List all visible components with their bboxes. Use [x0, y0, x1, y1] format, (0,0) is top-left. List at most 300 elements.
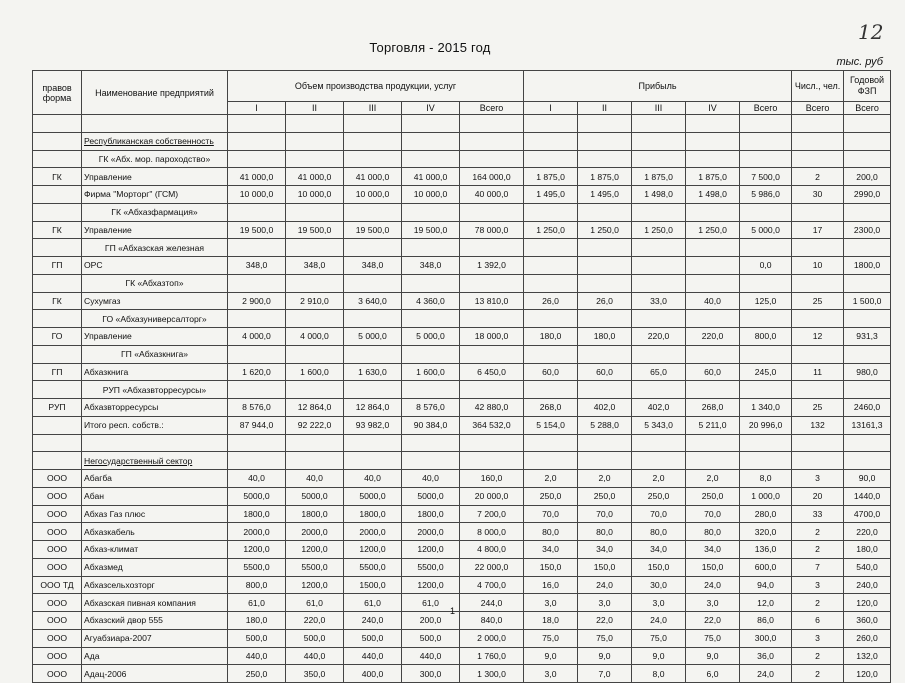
- value-cell: 80,0: [578, 523, 632, 541]
- enterprise-name-cell: Абхазсельхозторг: [82, 576, 228, 594]
- group-title: ГК «Абх. мор. пароходство»: [82, 150, 228, 168]
- value-cell: 260,0: [844, 629, 891, 647]
- value-cell: 2: [792, 665, 844, 683]
- empty-cell: [792, 434, 844, 452]
- enterprise-name-cell: Ада: [82, 647, 228, 665]
- empty-cell: [286, 310, 344, 328]
- value-cell: 5500,0: [286, 558, 344, 576]
- value-cell: 5000,0: [286, 487, 344, 505]
- empty-cell: [286, 345, 344, 363]
- legal-form-cell: ГК: [33, 168, 82, 186]
- value-cell: 9,0: [578, 647, 632, 665]
- value-cell: 40,0: [344, 470, 402, 488]
- value-cell: 440,0: [286, 647, 344, 665]
- empty-cell: [33, 115, 82, 133]
- value-cell: 42 880,0: [460, 399, 524, 417]
- subheader-cell: IV: [402, 102, 460, 115]
- value-cell: 1200,0: [286, 541, 344, 559]
- value-cell: 33,0: [632, 292, 686, 310]
- value-cell: 36,0: [740, 647, 792, 665]
- value-cell: 7 200,0: [460, 505, 524, 523]
- empty-cell: [228, 150, 286, 168]
- value-cell: 125,0: [740, 292, 792, 310]
- value-cell: 250,0: [686, 487, 740, 505]
- table-row: [33, 558, 891, 576]
- legal-form-cell: ООО ТД: [33, 576, 82, 594]
- value-cell: 1800,0: [286, 505, 344, 523]
- empty-cell: [344, 115, 402, 133]
- empty-cell: [578, 115, 632, 133]
- value-cell: 1440,0: [844, 487, 891, 505]
- value-cell: 20 000,0: [460, 487, 524, 505]
- value-cell: 348,0: [344, 257, 402, 275]
- empty-cell: [524, 239, 578, 257]
- empty-cell: [792, 381, 844, 399]
- enterprise-name-cell: Абан: [82, 487, 228, 505]
- value-cell: 500,0: [402, 629, 460, 647]
- legal-form-cell: ООО: [33, 594, 82, 612]
- value-cell: 60,0: [686, 363, 740, 381]
- empty-cell: [792, 150, 844, 168]
- empty-cell: [792, 345, 844, 363]
- value-cell: 10 000,0: [286, 186, 344, 204]
- empty-cell: [228, 203, 286, 221]
- section-title: Негосударственный сектор: [82, 452, 228, 470]
- empty-cell: [460, 115, 524, 133]
- value-cell: 4 000,0: [286, 328, 344, 346]
- value-cell: 3: [792, 470, 844, 488]
- enterprise-name-cell: Агуабзиара-2007: [82, 629, 228, 647]
- empty-cell: [524, 274, 578, 292]
- empty-cell: [740, 239, 792, 257]
- value-cell: 240,0: [844, 576, 891, 594]
- value-cell: 80,0: [524, 523, 578, 541]
- value-cell: 2,0: [578, 470, 632, 488]
- value-cell: 12 864,0: [286, 399, 344, 417]
- value-cell: 150,0: [524, 558, 578, 576]
- empty-cell: [344, 132, 402, 150]
- value-cell: 1 875,0: [686, 168, 740, 186]
- empty-cell: [792, 203, 844, 221]
- value-cell: 3,0: [578, 594, 632, 612]
- value-cell: 540,0: [844, 558, 891, 576]
- empty-cell: [460, 239, 524, 257]
- value-cell: 80,0: [632, 523, 686, 541]
- empty-cell: [402, 452, 460, 470]
- value-cell: 180,0: [844, 541, 891, 559]
- empty-cell: [632, 381, 686, 399]
- value-cell: 7 500,0: [740, 168, 792, 186]
- value-cell: 1200,0: [286, 576, 344, 594]
- enterprise-name-cell: Абхазская пивная компания: [82, 594, 228, 612]
- value-cell: 931,3: [844, 328, 891, 346]
- value-cell: 1 875,0: [524, 168, 578, 186]
- value-cell: 3: [792, 629, 844, 647]
- header-profit: Прибыль: [524, 71, 792, 102]
- header-wage-fund: Годовой ФЗП: [844, 71, 891, 102]
- empty-cell: [578, 434, 632, 452]
- table-row: [33, 487, 891, 505]
- value-cell: 8,0: [632, 665, 686, 683]
- value-cell: 5 000,0: [344, 328, 402, 346]
- group-row: [33, 203, 891, 221]
- empty-cell: [228, 274, 286, 292]
- value-cell: 180,0: [524, 328, 578, 346]
- value-cell: 280,0: [740, 505, 792, 523]
- subheader-cell: Всего: [844, 102, 891, 115]
- empty-cell: [82, 115, 228, 133]
- value-cell: 6,0: [686, 665, 740, 683]
- value-cell: 10 000,0: [228, 186, 286, 204]
- value-cell: 41 000,0: [402, 168, 460, 186]
- value-cell: 5000,0: [344, 487, 402, 505]
- value-cell: 34,0: [632, 541, 686, 559]
- value-cell: 8 576,0: [228, 399, 286, 417]
- empty-cell: [33, 150, 82, 168]
- empty-cell: [844, 381, 891, 399]
- value-cell: [632, 257, 686, 275]
- empty-cell: [286, 115, 344, 133]
- empty-cell: [578, 203, 632, 221]
- value-cell: 10 000,0: [402, 186, 460, 204]
- value-cell: 4 800,0: [460, 541, 524, 559]
- group-title: ГП «Абхазкнига»: [82, 345, 228, 363]
- value-cell: 9,0: [524, 647, 578, 665]
- value-cell: 1 620,0: [228, 363, 286, 381]
- value-cell: [524, 257, 578, 275]
- value-cell: 93 982,0: [344, 416, 402, 434]
- empty-cell: [632, 274, 686, 292]
- value-cell: 6: [792, 612, 844, 630]
- value-cell: 40 000,0: [460, 186, 524, 204]
- empty-cell: [402, 132, 460, 150]
- empty-cell: [228, 115, 286, 133]
- group-row: [33, 345, 891, 363]
- value-cell: 220,0: [844, 523, 891, 541]
- value-cell: 2: [792, 594, 844, 612]
- group-title: ГК «Абхазфармация»: [82, 203, 228, 221]
- value-cell: 5500,0: [344, 558, 402, 576]
- empty-cell: [740, 381, 792, 399]
- empty-cell: [344, 310, 402, 328]
- empty-cell: [344, 381, 402, 399]
- value-cell: 1800,0: [228, 505, 286, 523]
- empty-cell: [524, 452, 578, 470]
- value-cell: [686, 257, 740, 275]
- subheader-cell: II: [578, 102, 632, 115]
- empty-cell: [578, 381, 632, 399]
- value-cell: 2,0: [632, 470, 686, 488]
- value-cell: 200,0: [402, 612, 460, 630]
- value-cell: 1200,0: [228, 541, 286, 559]
- legal-form-cell: ООО: [33, 665, 82, 683]
- group-title: РУП «Абхазвторресурсы»: [82, 381, 228, 399]
- value-cell: 1 500,0: [844, 292, 891, 310]
- enterprise-name-cell: Адац-2006: [82, 665, 228, 683]
- enterprise-name-cell: Абхазкабель: [82, 523, 228, 541]
- empty-cell: [402, 434, 460, 452]
- enterprise-name-cell: Управление: [82, 168, 228, 186]
- empty-cell: [792, 310, 844, 328]
- handwritten-page-number: 12: [858, 20, 884, 44]
- subheader-cell: Всего: [740, 102, 792, 115]
- empty-cell: [686, 381, 740, 399]
- value-cell: 1 495,0: [578, 186, 632, 204]
- empty-cell: [344, 434, 402, 452]
- empty-cell: [228, 239, 286, 257]
- group-title: ГП «Абхазская железная: [82, 239, 228, 257]
- value-cell: 22,0: [578, 612, 632, 630]
- value-cell: 250,0: [524, 487, 578, 505]
- empty-cell: [460, 274, 524, 292]
- section-row: [33, 132, 891, 150]
- empty-cell: [33, 239, 82, 257]
- empty-cell: [686, 274, 740, 292]
- empty-cell: [844, 239, 891, 257]
- value-cell: 75,0: [686, 629, 740, 647]
- value-cell: 2990,0: [844, 186, 891, 204]
- empty-cell: [82, 434, 228, 452]
- section-row: [33, 452, 891, 470]
- value-cell: 26,0: [524, 292, 578, 310]
- value-cell: 6 450,0: [460, 363, 524, 381]
- value-cell: 1 000,0: [740, 487, 792, 505]
- empty-cell: [460, 132, 524, 150]
- empty-cell: [740, 115, 792, 133]
- value-cell: 94,0: [740, 576, 792, 594]
- value-cell: 33: [792, 505, 844, 523]
- empty-cell: [344, 452, 402, 470]
- empty-cell: [460, 310, 524, 328]
- empty-cell: [524, 345, 578, 363]
- value-cell: 1 392,0: [460, 257, 524, 275]
- value-cell: 440,0: [402, 647, 460, 665]
- empty-cell: [344, 274, 402, 292]
- empty-cell: [228, 132, 286, 150]
- empty-cell: [286, 239, 344, 257]
- table-row: [33, 576, 891, 594]
- value-cell: 70,0: [686, 505, 740, 523]
- empty-cell: [578, 452, 632, 470]
- value-cell: 500,0: [344, 629, 402, 647]
- subheader-cell: II: [286, 102, 344, 115]
- value-cell: 7,0: [578, 665, 632, 683]
- value-cell: 402,0: [632, 399, 686, 417]
- empty-cell: [286, 381, 344, 399]
- value-cell: 300,0: [740, 629, 792, 647]
- value-cell: 30,0: [632, 576, 686, 594]
- table-row: [33, 665, 891, 683]
- empty-cell: [686, 310, 740, 328]
- value-cell: 348,0: [402, 257, 460, 275]
- empty-cell: [844, 274, 891, 292]
- value-cell: 2,0: [524, 470, 578, 488]
- value-cell: 16,0: [524, 576, 578, 594]
- value-cell: 0,0: [740, 257, 792, 275]
- legal-form-cell: ООО: [33, 541, 82, 559]
- value-cell: 5 986,0: [740, 186, 792, 204]
- trade-table: [32, 70, 891, 683]
- value-cell: 300,0: [402, 665, 460, 683]
- legal-form-cell: ГК: [33, 221, 82, 239]
- value-cell: 40,0: [286, 470, 344, 488]
- empty-cell: [740, 452, 792, 470]
- subheader-cell: III: [632, 102, 686, 115]
- empty-cell: [286, 434, 344, 452]
- value-cell: 348,0: [286, 257, 344, 275]
- total-row: [33, 416, 891, 434]
- value-cell: 60,0: [578, 363, 632, 381]
- value-cell: 220,0: [632, 328, 686, 346]
- empty-cell: [33, 434, 82, 452]
- value-cell: 1 250,0: [578, 221, 632, 239]
- empty-cell: [286, 132, 344, 150]
- legal-form-cell: [33, 186, 82, 204]
- value-cell: 800,0: [228, 576, 286, 594]
- value-cell: 61,0: [344, 594, 402, 612]
- subheader-cell: III: [344, 102, 402, 115]
- value-cell: 17: [792, 221, 844, 239]
- value-cell: 180,0: [578, 328, 632, 346]
- empty-cell: [740, 310, 792, 328]
- empty-cell: [228, 345, 286, 363]
- value-cell: 2300,0: [844, 221, 891, 239]
- empty-cell: [686, 452, 740, 470]
- value-cell: 500,0: [286, 629, 344, 647]
- empty-cell: [578, 274, 632, 292]
- empty-cell: [740, 345, 792, 363]
- page-title: Торговля - 2015 год: [369, 40, 491, 55]
- value-cell: 402,0: [578, 399, 632, 417]
- table-body: [33, 115, 891, 683]
- enterprise-name-cell: Абхазмед: [82, 558, 228, 576]
- empty-cell: [792, 452, 844, 470]
- table-row: [33, 523, 891, 541]
- value-cell: 78 000,0: [460, 221, 524, 239]
- value-cell: 65,0: [632, 363, 686, 381]
- empty-cell: [402, 150, 460, 168]
- empty-cell: [524, 310, 578, 328]
- group-row: [33, 310, 891, 328]
- legal-form-cell: ООО: [33, 558, 82, 576]
- empty-cell: [524, 150, 578, 168]
- value-cell: 7: [792, 558, 844, 576]
- empty-cell: [740, 132, 792, 150]
- value-cell: 2460,0: [844, 399, 891, 417]
- value-cell: 348,0: [228, 257, 286, 275]
- empty-cell: [686, 115, 740, 133]
- enterprise-name-cell: ОРС: [82, 257, 228, 275]
- empty-cell: [402, 239, 460, 257]
- empty-cell: [286, 274, 344, 292]
- enterprise-name-cell: Абхазкнига: [82, 363, 228, 381]
- value-cell: 2000,0: [402, 523, 460, 541]
- value-cell: 18 000,0: [460, 328, 524, 346]
- value-cell: 34,0: [524, 541, 578, 559]
- value-cell: 61,0: [228, 594, 286, 612]
- table-row: [33, 541, 891, 559]
- value-cell: 19 500,0: [286, 221, 344, 239]
- value-cell: 840,0: [460, 612, 524, 630]
- value-cell: 250,0: [632, 487, 686, 505]
- legal-form-cell: ГП: [33, 363, 82, 381]
- value-cell: 220,0: [686, 328, 740, 346]
- value-cell: 2,0: [686, 470, 740, 488]
- value-cell: 3: [792, 576, 844, 594]
- empty-cell: [844, 345, 891, 363]
- value-cell: 3,0: [632, 594, 686, 612]
- value-cell: 70,0: [578, 505, 632, 523]
- subheader-cell: Всего: [460, 102, 524, 115]
- value-cell: 75,0: [524, 629, 578, 647]
- value-cell: 3,0: [524, 665, 578, 683]
- enterprise-name-cell: Абхазский двор 555: [82, 612, 228, 630]
- group-row: [33, 150, 891, 168]
- value-cell: 1 630,0: [344, 363, 402, 381]
- value-cell: 24,0: [578, 576, 632, 594]
- empty-cell: [792, 115, 844, 133]
- value-cell: 2 910,0: [286, 292, 344, 310]
- value-cell: 1 600,0: [402, 363, 460, 381]
- empty-cell: [578, 345, 632, 363]
- value-cell: 5500,0: [228, 558, 286, 576]
- empty-cell: [686, 132, 740, 150]
- value-cell: 5 343,0: [632, 416, 686, 434]
- empty-cell: [524, 203, 578, 221]
- value-cell: 1 498,0: [632, 186, 686, 204]
- value-cell: 3 640,0: [344, 292, 402, 310]
- value-cell: 4 000,0: [228, 328, 286, 346]
- value-cell: 440,0: [344, 647, 402, 665]
- empty-cell: [460, 345, 524, 363]
- header-production: Объем производства продукции, услуг: [228, 71, 524, 102]
- empty-cell: [402, 203, 460, 221]
- value-cell: 132,0: [844, 647, 891, 665]
- value-cell: 268,0: [524, 399, 578, 417]
- table-row: [33, 629, 891, 647]
- value-cell: 22,0: [686, 612, 740, 630]
- empty-cell: [33, 203, 82, 221]
- empty-cell: [228, 452, 286, 470]
- empty-cell: [228, 310, 286, 328]
- value-cell: 5000,0: [402, 487, 460, 505]
- value-cell: 980,0: [844, 363, 891, 381]
- value-cell: 1 600,0: [286, 363, 344, 381]
- table-row: [33, 221, 891, 239]
- empty-cell: [632, 203, 686, 221]
- value-cell: 5 000,0: [740, 221, 792, 239]
- empty-cell: [740, 434, 792, 452]
- value-cell: 70,0: [632, 505, 686, 523]
- enterprise-name-cell: Абагба: [82, 470, 228, 488]
- value-cell: 1 300,0: [460, 665, 524, 683]
- value-cell: 1800,0: [344, 505, 402, 523]
- empty-cell: [578, 150, 632, 168]
- empty-cell: [344, 150, 402, 168]
- value-cell: 5500,0: [402, 558, 460, 576]
- value-cell: 440,0: [228, 647, 286, 665]
- value-cell: 10 000,0: [344, 186, 402, 204]
- empty-cell: [344, 239, 402, 257]
- group-row: [33, 381, 891, 399]
- value-cell: 25: [792, 292, 844, 310]
- value-cell: 5 154,0: [524, 416, 578, 434]
- value-cell: [578, 257, 632, 275]
- value-cell: 92 222,0: [286, 416, 344, 434]
- units-label: тыс. руб: [836, 56, 883, 68]
- empty-cell: [286, 203, 344, 221]
- empty-cell: [686, 239, 740, 257]
